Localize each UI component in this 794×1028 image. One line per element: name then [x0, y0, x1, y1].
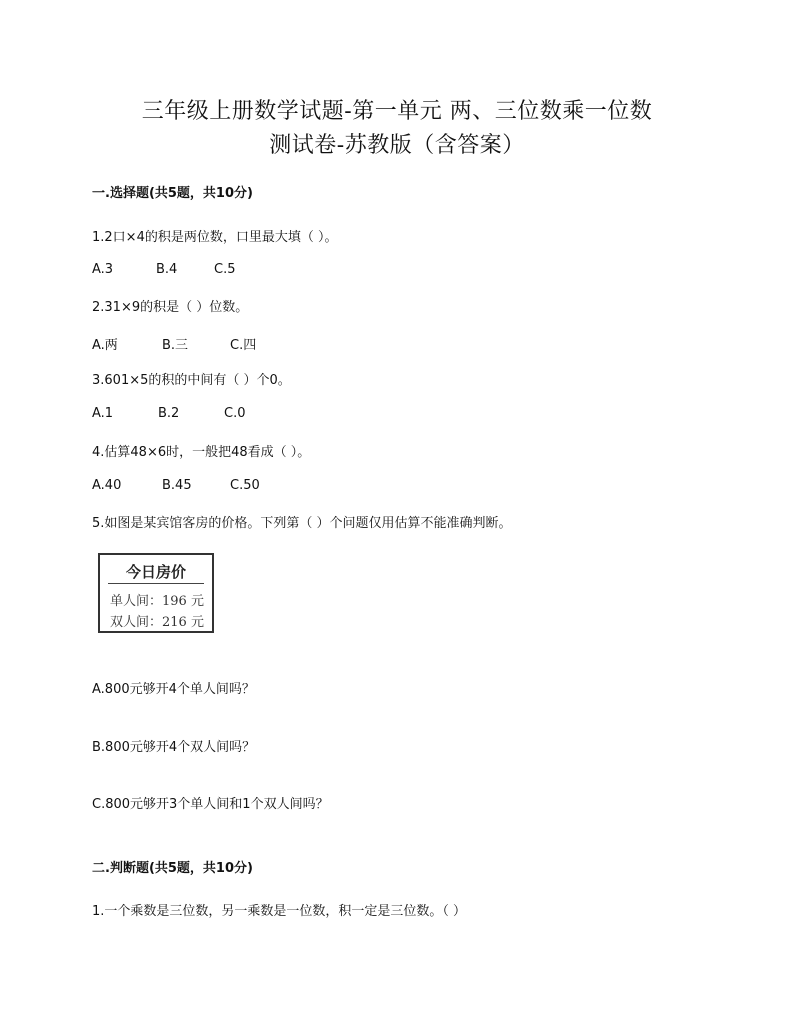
section-heading-judgement: 二.判断题(共5题，共10分): [92, 861, 253, 876]
option-a: A.40: [92, 478, 122, 493]
price-single-room: 单人间：196 元: [110, 594, 204, 609]
question-4: 4.估算48×6时，一般把48看成（ ）。: [92, 445, 311, 460]
price-sign-title: 今日房价: [125, 563, 186, 581]
price-sign-underline: [108, 583, 204, 584]
question-1: 1.2口×4的积是两位数，口里最大填（ ）。: [92, 230, 338, 245]
option-b: B.三: [162, 338, 189, 353]
option-a: A.3: [92, 262, 114, 277]
option-a: A.两: [92, 338, 118, 353]
question-4-options: [92, 478, 260, 493]
option-c: C.0: [224, 406, 246, 421]
question-3: 3.601×5的积的中间有（ ）个0。: [92, 373, 291, 388]
question-5-option-b: B.800元够开4个双人间吗？: [92, 740, 256, 755]
room-price-sign: [98, 553, 214, 633]
page-title-line-2: 测试卷-苏教版（含答案）: [269, 133, 525, 158]
option-b: B.2: [158, 406, 180, 421]
question-1-options: [92, 262, 235, 277]
question-5: 5.如图是某宾馆客房的价格。下列第（ ）个问题仅用估算不能准确判断。: [92, 516, 512, 531]
question-5-option-c: C.800元够开3个单人间和1个双人间吗？: [92, 797, 329, 812]
question-2: 2.31×9的积是（ ）位数。: [92, 300, 249, 315]
option-b: B.45: [162, 478, 192, 493]
option-a: A.1: [92, 406, 114, 421]
option-b: B.4: [156, 262, 178, 277]
option-c: C.四: [230, 338, 257, 353]
judgement-question-1: 1.一个乘数是三位数，另一乘数是一位数，积一定是三位数。（ ）: [92, 904, 467, 919]
option-c: C.5: [214, 262, 236, 277]
question-2-options: [92, 334, 256, 353]
option-c: C.50: [230, 478, 260, 493]
question-5-option-a: A.800元够开4个单人间吗？: [92, 682, 255, 697]
page-title-line-1: 三年级上册数学试题-第一单元 两、三位数乘一位数: [141, 99, 653, 124]
section-heading-choice: 一.选择题(共5题，共10分): [92, 186, 253, 201]
price-double-room: 双人间：216 元: [110, 615, 204, 630]
question-3-options: [92, 406, 245, 421]
